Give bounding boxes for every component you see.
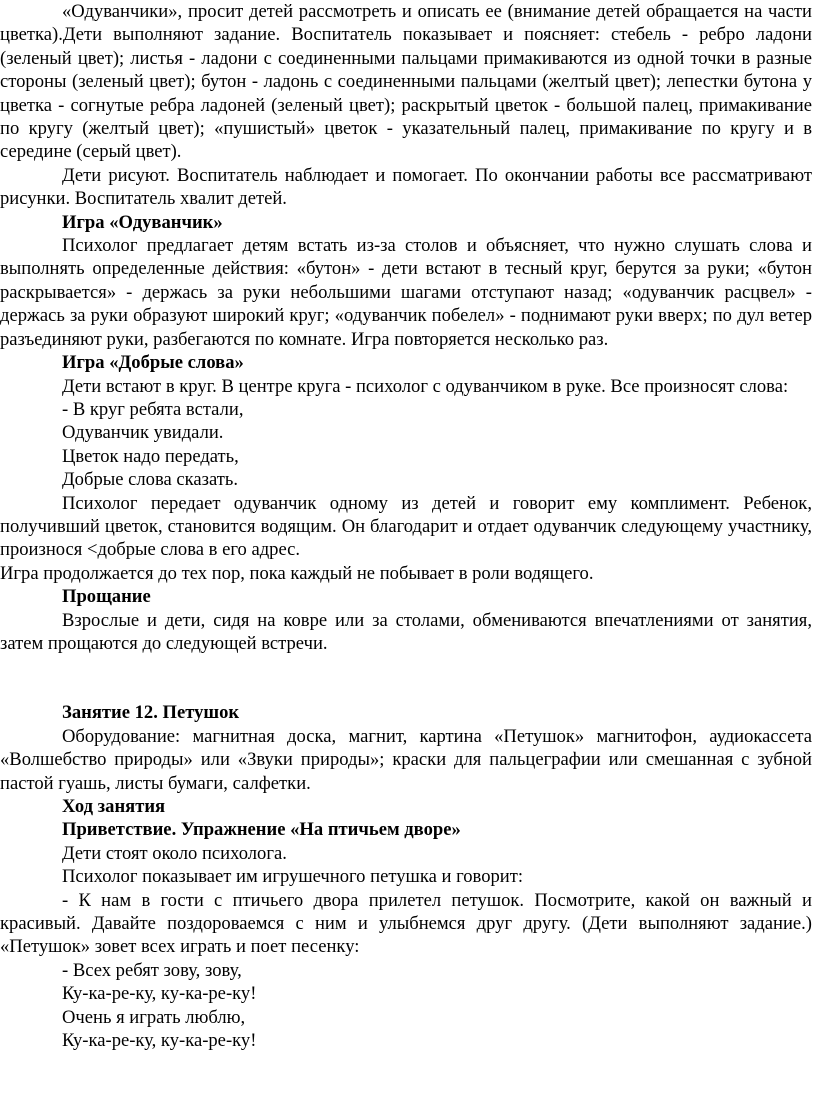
paragraph-farewell: Взрослые и дети, сидя на ковре или за столами, обмениваются впечатлениями от занятия, затем прощаются до следующей встречи. — [0, 609, 812, 654]
verse-line: Очень я играть люблю, — [62, 1006, 246, 1028]
section-gap — [0, 655, 812, 701]
verse-line: Добрые слова сказать. — [62, 469, 239, 491]
heading-text: Ход занятия — [62, 796, 166, 817]
heading-farewell — [0, 585, 812, 608]
verse-line: - В круг ребята встали, — [62, 398, 244, 420]
heading-lesson-12 — [0, 701, 812, 724]
verse-line: Цветок надо передать, — [62, 445, 239, 467]
paragraph-children-draw: Дети рисуют. Воспитатель наблюдает и помогает. По окончании работы все рассматривают рисунки. Воспитатель хвалит детей. — [0, 164, 812, 210]
paragraph-dandelion-description: «Одуванчики», просит детей рассмотреть и описать ее (внимание детей обращается на части цветка).Дети выполняют задание. Воспитатель показывает и поясняет: стебель - ребро ладони (зеленый цвет); листья - ладони с соединенными пальцами примакиваются из одной точки в разные стороны (зеленый цвет); бутон - ладонь с соединенными пальцами (желтый цвет); лепестки бутона у цветка - согнутые ребра ладоней (зеленый цвет); раскрытый цветок - большой палец, примакивание по кругу (желтый цвет); «пушистый» цветок - указательный палец, примакивание по кругу и в середине (серый цвет). — [0, 1, 812, 163]
verse-line: - Всех ребят зову, зову, — [62, 959, 242, 981]
paragraph-compliment: Психолог передает одуванчик одному из детей и говорит ему комплимент. Ребенок, получивший цветок, становится водящим. Он благодарит и отдает одуванчик следующему участнику, произнося <добрые слова в его адрес. — [0, 492, 812, 561]
paragraph-equipment: Оборудование: магнитная доска, магнит, картина «Петушок» магнитофон, аудиокассета «Волшебство природы» или «Звуки природы»; краски для пальцеграфии или смешанная с зубной пастой гуашь, листы бумаги, салфетки. — [0, 725, 812, 794]
heading-lesson-flow — [0, 795, 812, 818]
heading-text: Приветствие. Упражнение «На птичьем дворе» — [62, 819, 461, 841]
paragraph-rooster-visit: - К нам в гости с птичьего двора прилетел петушок. Посмотрите, какой он важный и красивый. Давайте поздороваемся с ним и улыбнемся друг другу. (Дети выполняют задание.) «Петушок» зовет всех играть и поет песенку: — [0, 889, 812, 958]
heading-game-dandelion — [0, 211, 812, 234]
heading-text: Игра «Одуванчик» — [62, 211, 223, 233]
heading-text: Прощание — [62, 586, 151, 608]
paragraph-children-circle: Дети встают в круг. В центре круга - психолог с одуванчиком в руке. Все произносят слова: — [62, 375, 789, 397]
heading-game-kind-words — [0, 351, 812, 374]
heading-greeting-exercise — [0, 818, 812, 841]
paragraph-children-stand: Дети стоят около психолога. — [62, 842, 287, 864]
paragraph-game-dandelion-rules: Психолог предлагает детям встать из-за столов и объясняет, что нужно слушать слова и выполнять определенные действия: «бутон» - дети встают в тесный круг, берутся за руки; «бутон раскрывается» - держась за руки небольшими шагами отступают назад; «одуванчик расцвел» - держась за руки образуют широкий круг; «одуванчик побелел» - поднимают руки вверх; по дул ветер разъединяют руки, разбегаются по комнате. Игра повторяется несколько раз. — [0, 235, 812, 350]
heading-text: Занятие 12. Петушок — [62, 702, 240, 724]
heading-text: Игра «Добрые слова» — [62, 352, 244, 374]
verse-line: Одуванчик увидали. — [62, 422, 224, 444]
verse-line: Ку-ка-ре-ку, ку-ка-ре-ку! — [62, 983, 257, 1005]
paragraph-game-continues: Игра продолжается до тех пор, пока каждый не побывает в роли водящего. — [0, 562, 594, 584]
paragraph-psychologist-shows: Психолог показывает им игрушечного петушка и говорит: — [62, 866, 524, 888]
verse-line: Ку-ка-ре-ку, ку-ка-ре-ку! — [62, 1030, 257, 1052]
